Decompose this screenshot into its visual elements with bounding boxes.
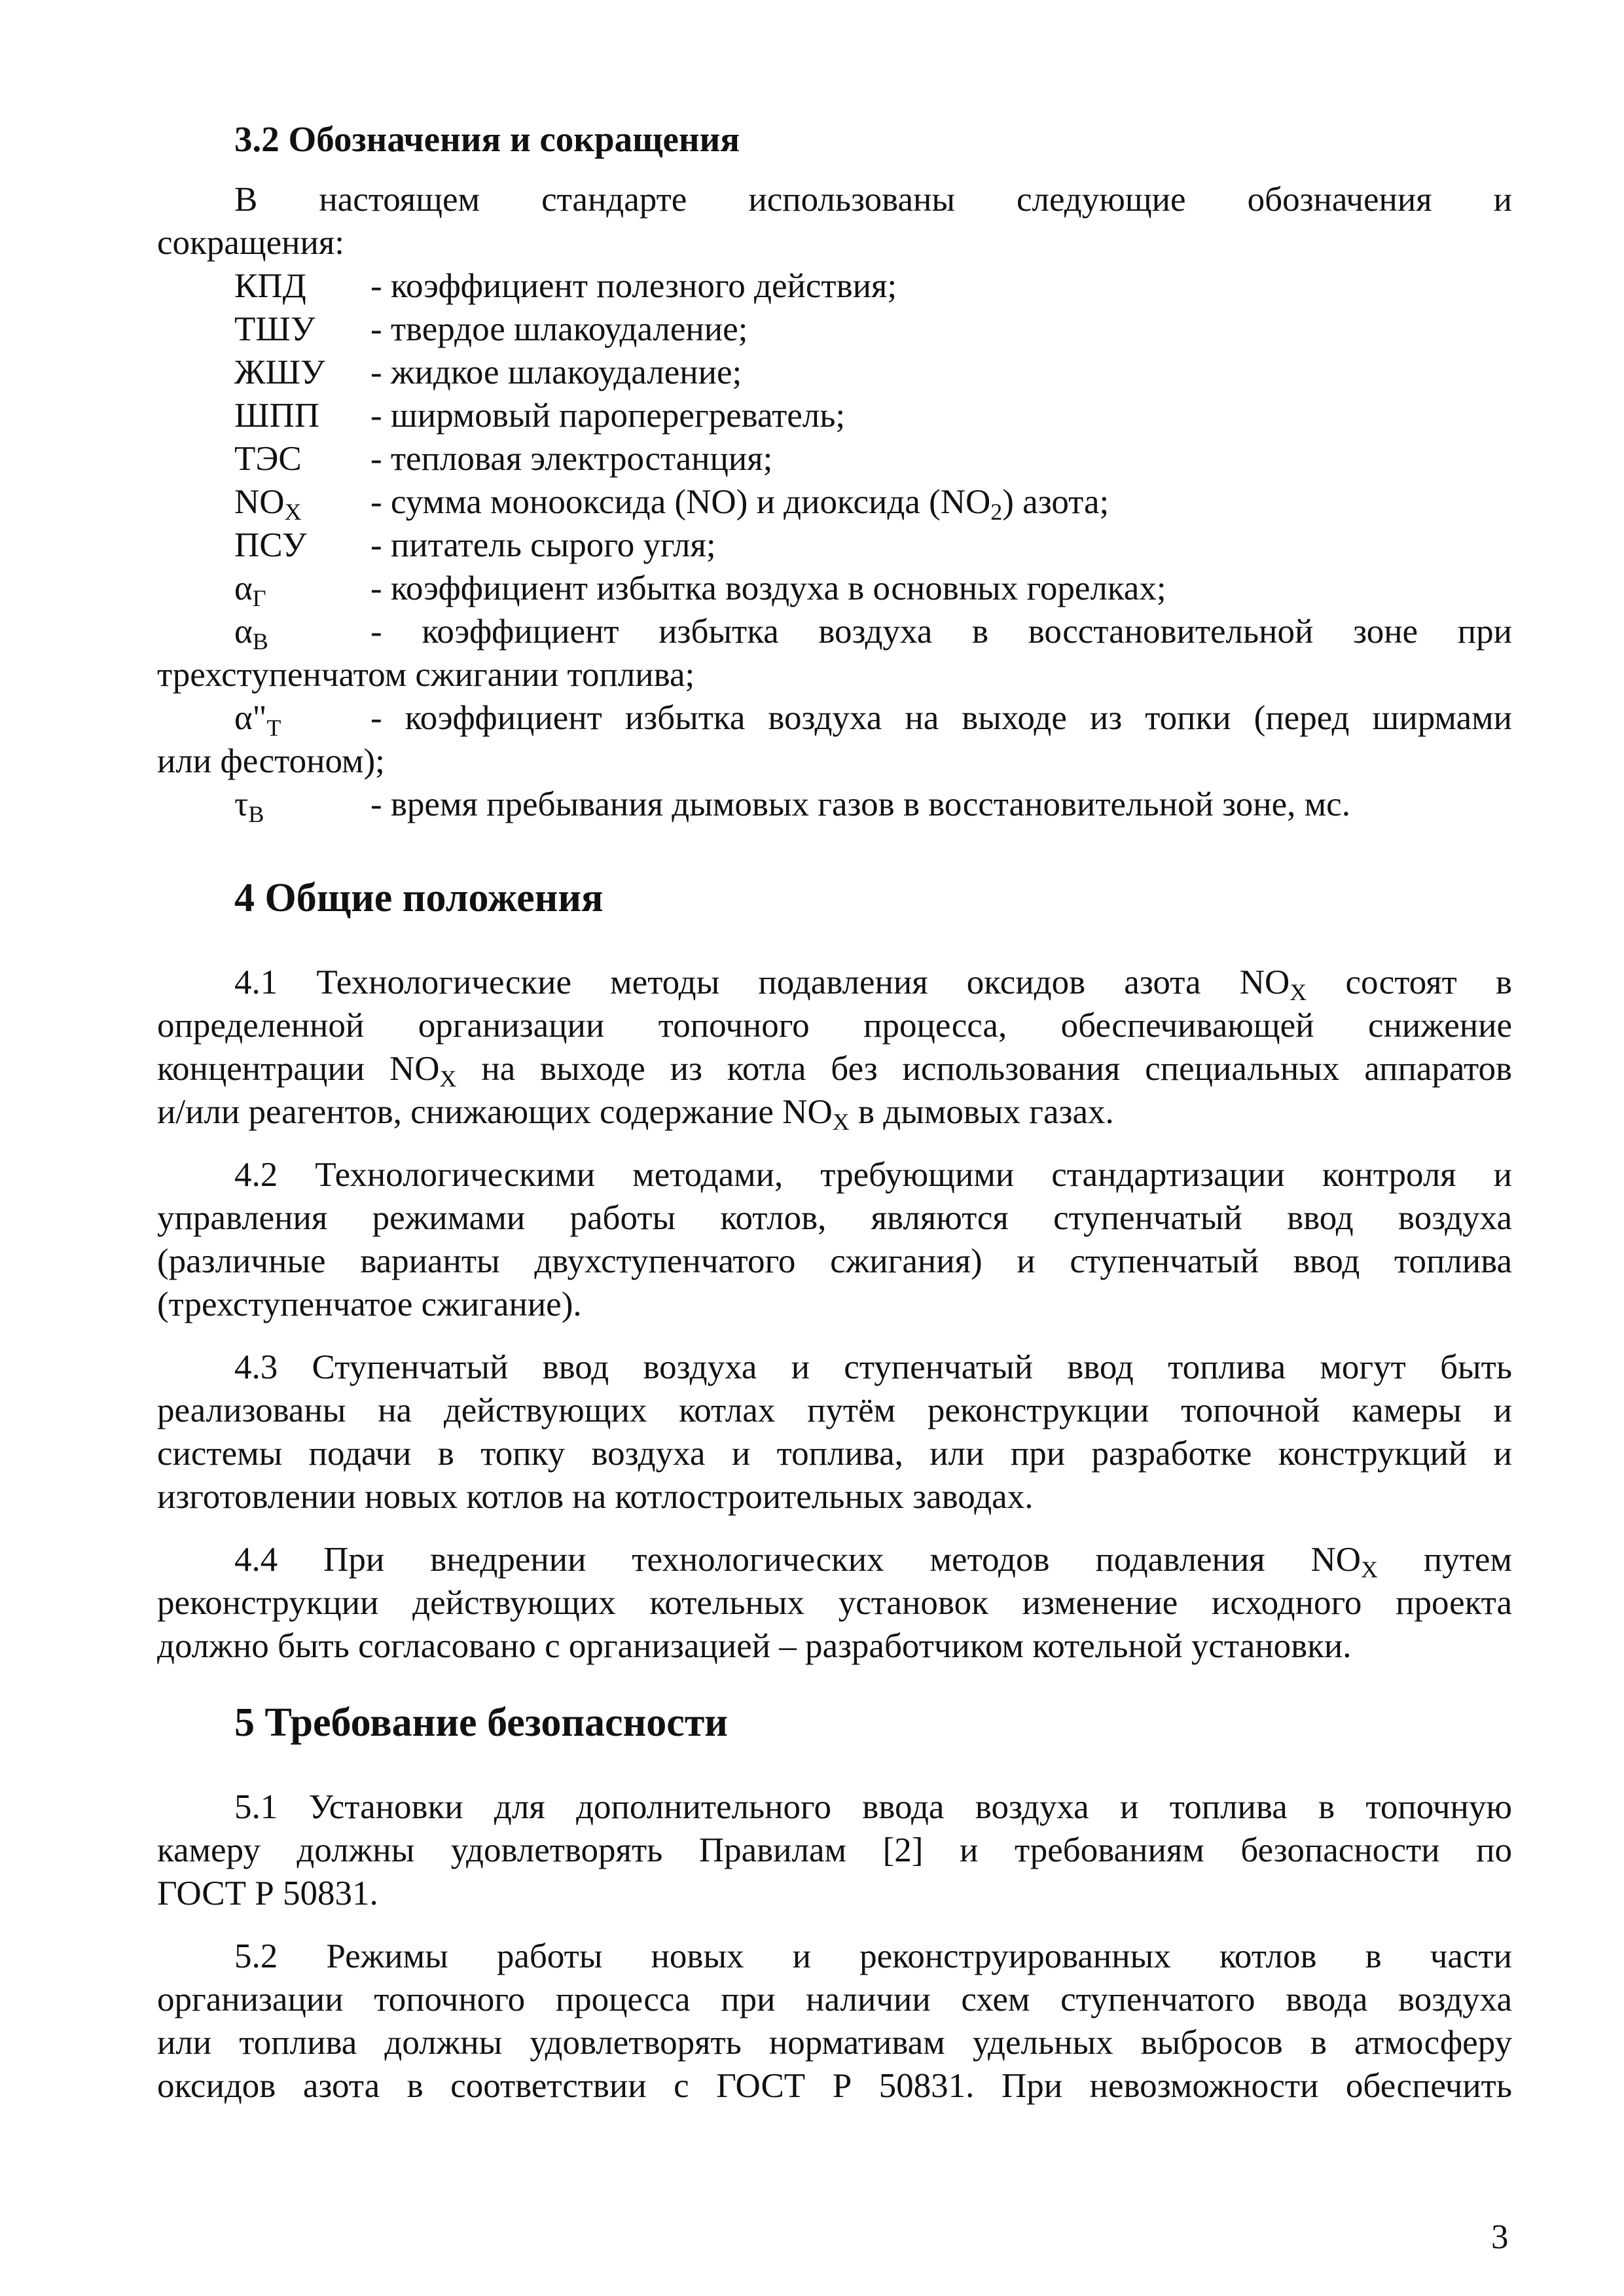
abbr-term: ШПП: [234, 397, 320, 435]
abbr-definition: - питатель сырого угля;: [370, 526, 716, 564]
abbr-definition: - коэффициент избытка воздуха в основных горелках;: [370, 569, 1166, 607]
abbr-definition-continuation: трехступенчатом сжигании топлива;: [157, 656, 695, 694]
abbr-item: [234, 264, 1512, 308]
abbr-term: $\alpha"_Т$: [234, 699, 281, 741]
abbr-term: $\tau_В$: [234, 785, 264, 827]
abbr-term: ТШУ: [234, 310, 316, 348]
paragraph-line: системы подачи в топку воздуха и топлива, или при разработке конструкций и: [157, 1435, 1512, 1473]
abbr-item: [234, 351, 1512, 394]
paragraph-line: (различные варианты двухступенчатого сжигания) и ступенчатый ввод топлива: [157, 1242, 1512, 1280]
paragraph-line: ГОСТ Р 50831.: [157, 1874, 378, 1912]
intro-line-1: В настоящем стандарте использованы следующие обозначения и: [234, 181, 1512, 219]
paragraph-line: 4.3 Ступенчатый ввод воздуха и ступенчатый ввод топлива могут быть: [234, 1348, 1512, 1386]
abbr-definition: - коэффициент избытка воздуха в восстановительной зоне при: [370, 613, 1512, 651]
abbr-definition: - время пребывания дымовых газов в восстановительной зоне, мс.: [370, 785, 1350, 823]
abbr-term: ЖШУ: [234, 353, 325, 391]
paragraph-line: должно быть согласовано с организацией – разработчиком котельной установки.: [157, 1627, 1352, 1665]
paragraph-line: (трехступенчатое сжигание).: [157, 1285, 582, 1323]
paragraph-line: или топлива должны удовлетворять нормативам удельных выбросов в атмосферу: [157, 2024, 1512, 2062]
abbr-term: ТЭС: [234, 440, 302, 478]
abbr-term: $\alpha_Г$: [234, 569, 266, 611]
paragraph-line: 5.1 Установки для дополнительного ввода воздуха и топлива в топочную: [234, 1788, 1512, 1826]
abbr-definition: - твердое шлакоудаление;: [370, 310, 748, 348]
paragraph-line: организации топочного процесса при наличии схем ступенчатого ввода воздуха: [157, 1981, 1512, 2018]
abbr-item: [234, 524, 1512, 567]
paragraph-line: 4.4 При внедрении технологических методов подавления $NO_X$ путем: [234, 1541, 1512, 1583]
paragraph-line: реконструкции действующих котельных установок изменение исходного проекта: [157, 1584, 1512, 1622]
paragraph-line: камеру должны удовлетворять Правилам [2] и требованиям безопасности по: [157, 1831, 1512, 1869]
paragraph-line: оксидов азота в соответствии с ГОСТ Р 50831. При невозможности обеспечить: [157, 2067, 1512, 2105]
paragraph-line: концентрации $NO_X$ на выходе из котла без использования специальных аппаратов: [157, 1050, 1512, 1092]
page-number: 3: [1491, 2218, 1509, 2256]
paragraph-line: реализованы на действующих котлах путём реконструкции топочной камеры и: [157, 1391, 1512, 1429]
paragraph-line: определенной организации топочного процесса, обеспечивающей снижение: [157, 1007, 1512, 1045]
abbr-item: [234, 610, 1512, 653]
abbr-definition: - коэффициент избытка воздуха на выходе из топки (перед ширмами: [370, 699, 1512, 737]
abbr-item: [234, 308, 1512, 351]
abbr-item: [234, 696, 1512, 740]
paragraph-line: 4.1 Технологические методы подавления оксидов азота $NO_X$ состоят в: [234, 963, 1513, 1005]
abbr-term: $NO_X$: [234, 483, 302, 525]
abbr-definition: - коэффициент полезного действия;: [370, 267, 897, 305]
abbr-item: [234, 567, 1512, 610]
abbr-item: [234, 480, 1512, 524]
paragraph-line: и/или реагентов, снижающих содержание $NO_X$ в дымовых газах.: [157, 1093, 1114, 1135]
intro-line-2: сокращения:: [157, 224, 344, 262]
abbr-term: $\alpha_В$: [234, 613, 268, 655]
abbr-item: [234, 437, 1512, 480]
abbr-item: [234, 783, 1512, 826]
paragraph-line: 4.2 Технологическими методами, требующими стандартизации контроля и: [234, 1156, 1512, 1194]
abbr-definition: - жидкое шлакоудаление;: [370, 353, 742, 391]
paragraph-line: управления режимами работы котлов, являются ступенчатый ввод воздуха: [157, 1199, 1512, 1237]
abbr-definition: - ширмовый пароперегреватель;: [370, 397, 846, 435]
abbr-definition-continuation: или фестоном);: [157, 742, 385, 780]
section-3-2-title: 3.2 Обозначения и сокращения: [234, 119, 740, 159]
paragraph-line: изготовлении новых котлов на котлостроительных заводах.: [157, 1478, 1034, 1516]
paragraph-line: 5.2 Режимы работы новых и реконструированных котлов в части: [234, 1937, 1512, 1975]
abbr-item: [234, 394, 1512, 437]
abbr-term: КПД: [234, 267, 306, 305]
section-4-title: 4 Общие положения: [234, 876, 604, 920]
section-5-title: 5 Требование безопасности: [234, 1700, 728, 1745]
abbr-definition: - тепловая электростанция;: [370, 440, 773, 478]
abbr-term: ПСУ: [234, 526, 307, 564]
abbr-definition: - сумма монооксида (NO) и диоксида $(NO_2)$ азота;: [370, 483, 1110, 525]
